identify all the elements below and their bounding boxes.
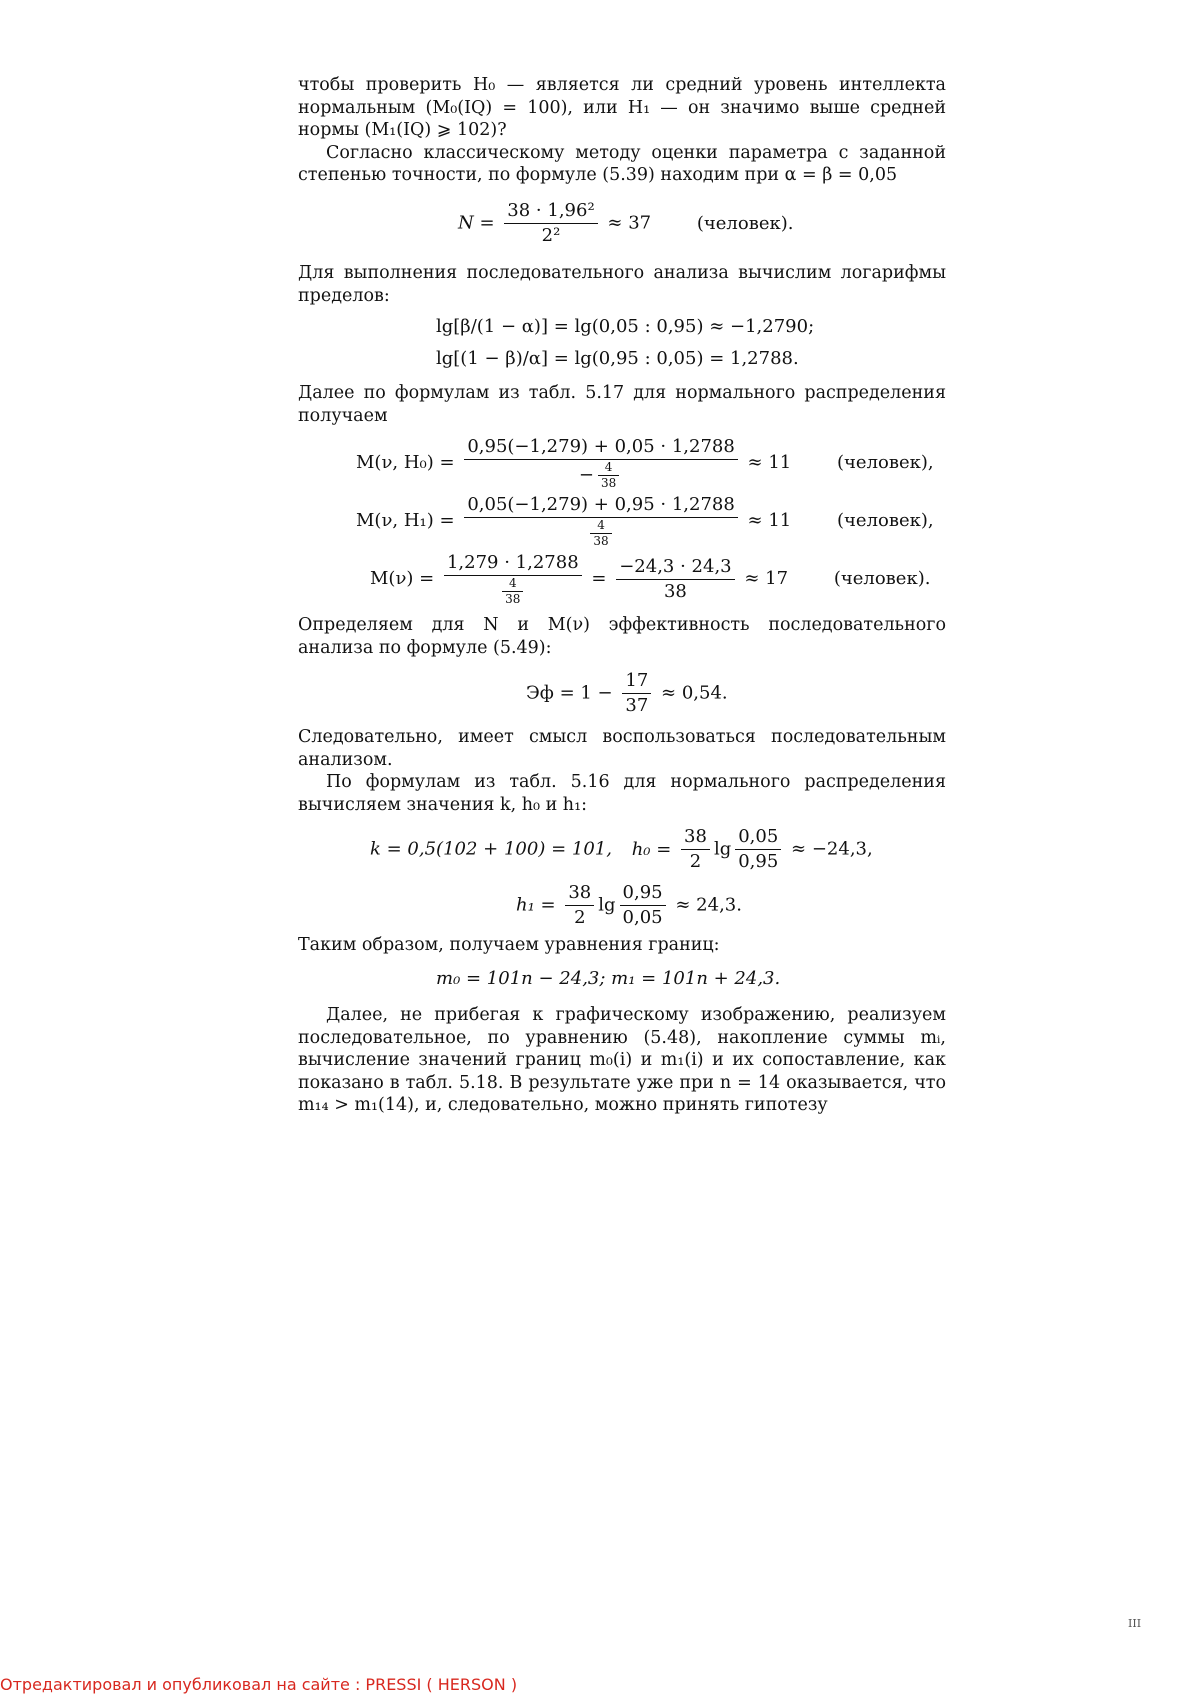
paragraph-formulas-5-16: По формулам из табл. 5.16 для нормального распределения вычисляем значения k, h₀ и h₁:	[298, 772, 946, 815]
fraction-small: $\frac{4}{38}$	[598, 461, 619, 490]
paragraph-sequential: Далее, не прибегая к графическому изображению, реализуем последовательное, по уравнению (5.48), накопление суммы mᵢ, вычисление значений границ m₀(i) и m₁(i) и их сопоставление, как показано в табл. 5.18. В результате уже при n = 14 оказывается, что m₁₄ > m₁(14), и, следовательно, можно принять гипотезу	[298, 1005, 946, 1115]
equation-m-h1: M(ν, H₁) = $\frac{0,05(-1,279) + 0,95 \cdot 1,2788}{\frac{4}{38}}$ ≈ 11 (человек),	[356, 494, 934, 548]
fraction: $\frac{0,95}{0,05}$	[620, 882, 666, 929]
fraction: $\frac{-24,3 \cdot 24,3}{38}$	[616, 556, 734, 603]
text-block-conclusion	[298, 726, 946, 816]
text-block-formulas	[298, 382, 946, 427]
page-number: III	[1128, 1617, 1142, 1630]
fraction: $\frac{\text{38 · 1,96²}}{\text{2²}}$	[504, 200, 597, 247]
fraction: $\frac{17}{37}$	[622, 670, 651, 717]
paragraph-classical-method: Согласно классическому методу оценки параметра с заданной степенью точности, по формуле (5.39) находим при α = β = 0,05	[298, 142, 946, 185]
footer-credit: Отредактировал и опубликовал на сайте : PRESSI ( HERSON )	[0, 1675, 518, 1694]
fraction: 0,95(−1,279) + 0,05 · 1,2788 − $\frac{4}{38}$	[464, 436, 738, 490]
equation-k-h0: k = 0,5(102 + 100) = 101, h₀ = $\frac{38}{2}$ lg $\frac{0,05}{0,95}$ ≈ −24,3,	[370, 826, 873, 872]
paragraph-efficiency: Определяем для N и M(ν) эффективность последовательного анализа по формуле (5.49):	[298, 615, 946, 658]
paragraph-conclusion: Следовательно, имеет смысл воспользоваться последовательным анализом.	[298, 727, 946, 770]
fraction: $\frac{1,279 \cdot 1,2788}{\frac{4}{38}}$	[444, 552, 582, 606]
equation-log-upper: lg[(1 − β)/α] = lg(0,95 : 0,05) = 1,2788.	[436, 348, 799, 369]
paragraph-formulas-5-17: Далее по формулам из табл. 5.17 для нормального распределения получаем	[298, 383, 946, 426]
fraction: $\frac{0,05(-1,279) + 0,95 \cdot 1,2788}{\frac{4}{38}}$	[464, 494, 738, 548]
fraction-small: $\frac{4}{38}$	[502, 577, 523, 606]
text-block-bounds	[298, 934, 946, 957]
paragraph-bounds: Таким образом, получаем уравнения границ:	[298, 935, 720, 955]
text-column-top	[298, 74, 946, 187]
text-block-efficiency	[298, 614, 946, 659]
paragraph-logs: Для выполнения последовательного анализа вычислим логарифмы пределов:	[298, 263, 946, 306]
equation-sample-size: N = $\frac{\text{38 · 1,96²}}{\text{2²}}$ ≈ 37 (человек).	[458, 200, 794, 246]
equation-m-h0: M(ν, H₀) = 0,95(−1,279) + 0,05 · 1,2788 − $\frac{4}{38}$ ≈ 11 (человек),	[356, 436, 934, 490]
text-block-logs	[298, 262, 946, 307]
equation-m-nu: M(ν) = $\frac{1,279 \cdot 1,2788}{\frac{4}{38}}$ = $\frac{-24,3 \cdot 24,3}{38}$ ≈ 17 (человек).	[370, 552, 931, 606]
fraction: $\frac{38}{2}$	[565, 882, 594, 929]
equation-log-lower: lg[β/(1 − α)] = lg(0,05 : 0,95) ≈ −1,2790;	[436, 316, 815, 337]
fraction: $\frac{0,05}{0,95}$	[735, 826, 781, 873]
paragraph-hypotheses: чтобы проверить H₀ — является ли средний уровень интеллекта нормальным (M₀(IQ) = 100), или H₁ — он значимо выше средней нормы (M₁(IQ) ⩾ 102)?	[298, 75, 946, 140]
fraction: $\frac{38}{2}$	[681, 826, 710, 873]
equation-h1: h₁ = $\frac{38}{2}$ lg $\frac{0,95}{0,05}$ ≈ 24,3.	[516, 882, 742, 928]
fraction-small: $\frac{4}{38}$	[590, 519, 611, 548]
text-block-sequential	[298, 1004, 946, 1117]
equation-efficiency: Эф = 1 − $\frac{17}{37}$ ≈ 0,54.	[526, 670, 728, 716]
equation-bounds: m₀ = 101n − 24,3; m₁ = 101n + 24,3.	[436, 968, 781, 989]
